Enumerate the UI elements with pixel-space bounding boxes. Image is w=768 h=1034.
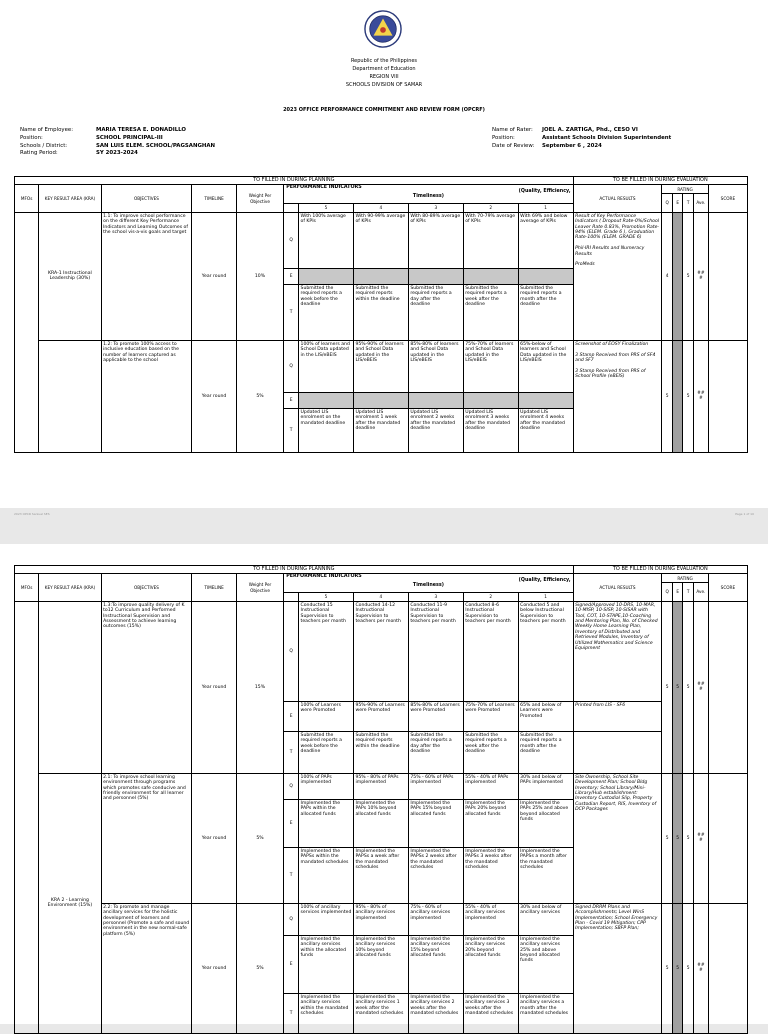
evaluation-header: TO BE FILLED IN DURING EVALUATION — [573, 566, 747, 574]
indicator-cell: 55% - 40% of PAPs implemented — [463, 773, 518, 799]
q-label: Q — [284, 212, 299, 268]
indicator-cell: Updated LIS enrolment 1 week after the mandated deadline — [353, 408, 408, 452]
rating-e-header: E — [672, 194, 683, 212]
mfo-cell — [15, 212, 39, 452]
actual-results: Signed DRRM Plans and Accomplishments; Level WinS Implementation; School Emergency Plan - Covid 19 Mitigation; CPP Implementation; SBFP Plan; — [573, 903, 662, 1033]
rating-period: SY 2023-2024 — [96, 150, 138, 157]
objective-cell: 2.1: To improve school learning environment through programs which promotes safe conducive and friendly environment for all learner and personnel (5%) — [101, 773, 192, 903]
actual-results: Site Ownership, School Site Development Plan; School Bldg Inventory; School Library/Mini-Library/Hub establishment: Inventory Custodial Slip, Property Custodian Report, RIS, Inventory of DCP Packages — [573, 773, 662, 903]
kra-cell: KRA-1 Instructional Leadership (30%) — [39, 212, 101, 340]
indicator-cell: 75% - 60% of PAPs implemented — [408, 773, 463, 799]
indicator-cell: 75%-70% of Learners were Promoted — [463, 701, 518, 731]
rater-name: JOEL A. ZARTIGA, Phd., CESO VI — [542, 127, 638, 133]
employee-info-right — [492, 127, 671, 150]
kra-cell — [39, 340, 101, 452]
indicator-cell: 75%-70% of learners and School Data updated in the LIS/eBEIS — [463, 340, 518, 392]
indicator-cell: Updated LIS enrolment 4 weeks after the mandated deadline — [518, 408, 573, 452]
republic-text: Republic of the Philippines — [350, 58, 418, 64]
timeline-header: TIMELINE — [192, 185, 236, 212]
indicator-cell: 100% of ancillary services implemented — [299, 903, 354, 935]
performance-indicators-header — [284, 185, 573, 204]
rating-ave-header: Ave. — [693, 583, 708, 601]
rating-header: RATING — [662, 185, 708, 194]
indicator-cell-empty — [463, 268, 518, 284]
indicator-cell: With 90-99% average of KPIs — [353, 212, 408, 268]
timeline-header: TIMELINE — [192, 574, 236, 601]
indicator-cell: Conducted 14-12 Instructional Supervision to teachers per month — [353, 601, 408, 701]
indicator-cell: 55% - 40% of ancillary services implemented — [463, 903, 518, 935]
indicator-cell: 100% of PAPs implemented — [299, 773, 354, 799]
rating-t: 5 — [683, 601, 694, 773]
rating-e — [672, 340, 683, 452]
weight-header: Weight Per Objective — [236, 574, 284, 601]
actual-results-header: ACTUAL RESULTS — [573, 574, 662, 601]
objective-cell: 2.2: To promote and manage ancillary services for the holistic development of learners and personnel (Promote a safe and sound environment in the new normal-safe platform (5%) — [101, 903, 192, 1033]
performance-indicators-header — [284, 574, 573, 593]
indicator-cell: Implemented the PAPSs within the mandated schedules — [299, 847, 354, 903]
indicator-cell: Implemented the ancillary services 1 week after the mandated schedules — [353, 993, 408, 1033]
opcr-table-page1 — [14, 176, 748, 453]
kra-header: KEY RESULT AREA (KRA) — [39, 574, 101, 601]
objectives-header: OBJECTIVES — [101, 185, 192, 212]
indicator-cell: Implemented the PAPs 25% and above beyond allocated funds — [518, 799, 573, 847]
rating-ave: ### — [693, 340, 708, 452]
rating-e-header: E — [672, 583, 683, 601]
deped-seal-logo — [364, 10, 402, 48]
mfos-header: MFOs — [15, 574, 39, 601]
indicator-cell: Conducted 15 Instructional Supervision to teachers per month — [299, 601, 354, 701]
objective-cell: 1.3:To improve quality delivery of K to12 Curriculum and Performed Instructional Supervision and Assessment to achieve learning outcomes (15%) — [101, 601, 192, 773]
kra-cell: KRA 2 - Learning Environment (15%) — [39, 773, 101, 1033]
employee-position: SCHOOL PRINCIPAL-III — [96, 134, 163, 141]
t-label: T — [284, 847, 299, 903]
rating-q-header: Q — [662, 583, 673, 601]
e-label: E — [284, 935, 299, 993]
rating-ave-header: Ave. — [693, 194, 708, 212]
indicator-cell: With 69% and below average of KPIs — [518, 212, 573, 268]
form-title: 2023 OFFICE PERFORMANCE COMMITMENT AND REVIEW FORM (OPCRF) — [283, 107, 485, 113]
scale-0: 5 — [299, 204, 354, 212]
scale-1: 4 — [353, 593, 408, 601]
indicator-cell: 95% - 80% of PAPs implemented — [353, 773, 408, 799]
page-1 — [0, 0, 768, 508]
scale-1: 4 — [353, 204, 408, 212]
rating-ave: ### — [693, 773, 708, 903]
page-2 — [0, 544, 768, 1024]
footer-right: Page 1 of 10 — [735, 512, 754, 516]
kra-header: KEY RESULT AREA (KRA) — [39, 185, 101, 212]
q-label: Q — [284, 340, 299, 392]
timeline-cell: Year round — [192, 773, 236, 903]
department-text: Department of Education — [352, 66, 416, 72]
indicator-cell: Conducted 11-9 Instructional Supervision to teachers per month — [408, 601, 463, 701]
score-cell — [708, 601, 747, 773]
indicator-cell: Submitted the required reports within the deadline — [353, 284, 408, 340]
actual-results-e: Printed from LIS - SF6 — [573, 701, 662, 731]
score-header: SCORE — [708, 574, 747, 601]
actual-results-header: ACTUAL RESULTS — [573, 185, 662, 212]
actual-results-q: Signed/Approved 10-DRS, 10-MAR, 10-MISP, 10-SISP, 10-SISAR with Tool, COT, 10-STAPE,10-Coaching and Mentoring Plan, No. of Checked Weekly Home Learning Plan, Inventory of Distributed and Retrieved Modules, Inventory of Utilized Mathematics and Science Equipment — [573, 601, 662, 701]
pi-qet: (Quality, Efficiency, — [518, 189, 571, 195]
indicator-cell: Implemented the PAPs 15% beyond allocated funds — [408, 799, 463, 847]
indicator-cell: Submitted the required reports within the deadline — [353, 731, 408, 773]
indicator-cell-empty — [299, 268, 354, 284]
rating-q: 5 — [662, 773, 673, 903]
employee-info-left — [20, 127, 215, 158]
rating-t: 5 — [683, 212, 694, 340]
indicator-cell: 30% and below of PAPs implemented — [518, 773, 573, 799]
rating-q: 5 — [662, 903, 673, 1033]
indicator-cell-empty — [353, 268, 408, 284]
timeline-cell: Year round — [192, 340, 236, 452]
indicator-cell: With 70-79% average of KPIs — [463, 212, 518, 268]
timeline-cell: Year round — [192, 903, 236, 1033]
scale-4: 1 — [518, 204, 573, 212]
kra-cell — [39, 601, 101, 773]
indicator-cell: Submitted the required reports a week before the deadline — [299, 731, 354, 773]
indicator-cell: Implemented the PAPSs 3 weeks after the mandated schedules — [463, 847, 518, 903]
indicator-cell: Conducted 5 and below Instructional Supervision to teachers per month — [518, 601, 573, 701]
t-label: T — [284, 284, 299, 340]
indicator-cell: 85%-80% of learners and School Data updated in the LIS/eBEIS — [408, 340, 463, 392]
rating-q: 4 — [662, 212, 673, 340]
indicator-cell: 75% - 60% of ancillary services implemented — [408, 903, 463, 935]
scale-3: 2 — [463, 593, 518, 601]
actual-results-t — [573, 731, 662, 773]
rating-t-header: T — [683, 194, 694, 212]
actual-results: Result of Key Performance Indicators ( Dropout Rate-0%/School Leaver Rate 0.83%, Promotion Rate-94% (ELEM. Grade 6 ), Graduation Rate-100% (ELEM. GRADE 6) Phil-IRI Results and Numeracy Results ProMeds — [573, 212, 662, 340]
indicator-cell: With 100% average of KPIs — [299, 212, 354, 268]
score-header: SCORE — [708, 185, 747, 212]
indicator-cell-empty — [408, 392, 463, 408]
position-label: Position: — [20, 134, 43, 141]
mfos-header: MFOs — [15, 185, 39, 212]
page-gap — [0, 508, 768, 544]
weight-header: Weight Per Objective — [236, 185, 284, 212]
indicator-cell: Implemented the PAPSs 2 weeks after the mandated schedules — [408, 847, 463, 903]
indicator-cell: Implemented the ancillary services 25% and above beyond allocated funds — [518, 935, 573, 993]
indicator-cell: Implemented the ancillary services 3 weeks after the mandated schedules — [463, 993, 518, 1033]
t-label: T — [284, 731, 299, 773]
employee-name: MARIA TERESA E. DONADILLO — [96, 127, 186, 133]
rating-e: 5 — [672, 773, 683, 903]
rating-t: 5 — [683, 903, 694, 1033]
indicator-cell: Implemented the PAPs within the allocated funds — [299, 799, 354, 847]
indicator-cell: Updated LIS enrolment on the mandated deadline — [299, 408, 354, 452]
weight-cell: 10% — [236, 212, 284, 340]
indicator-cell: Implemented the PAPs 10% beyond allocated funds — [353, 799, 408, 847]
rater-position-label: Position: — [492, 134, 515, 141]
rater-position: Assistant Schools Division Superintendent — [542, 134, 672, 141]
indicator-cell: Implemented the ancillary services within the mandated schedules — [299, 993, 354, 1033]
scale-4: 1 — [518, 593, 573, 601]
indicator-cell: 100% of Learners were Promoted — [299, 701, 354, 731]
indicator-cell: 85%-80% of Learners were Promoted — [408, 701, 463, 731]
pi-title: PERFORMANCE INDICATORS — [286, 574, 362, 580]
indicator-cell-empty — [518, 268, 573, 284]
indicator-cell: Implemented the PAPs 20% beyond allocated funds — [463, 799, 518, 847]
division-text: SCHOOLS DIVISION OF SAMAR — [345, 82, 423, 88]
name-label: Name of Employee: — [20, 127, 74, 133]
rating-t-header: T — [683, 583, 694, 601]
e-label: E — [284, 392, 299, 408]
indicator-cell: 95%-90% of Learners were Promoted — [353, 701, 408, 731]
score-cell — [708, 212, 747, 340]
review-date-label: Date of Review: — [492, 142, 535, 149]
indicator-cell: Conducted 8-6 Instructional Supervision to teachers per month — [463, 601, 518, 701]
objective-cell: 1.2: To promote 100% access to inclusive education based on the number of learners captured as applicable to the school — [101, 340, 192, 452]
indicator-cell: 100% of learners and School Data updated in the LIS/eBEIS — [299, 340, 354, 392]
e-label: E — [284, 701, 299, 731]
rating-e: 5 — [672, 601, 683, 773]
region-text: REGION VIII — [369, 74, 399, 80]
rating-e: 5 — [672, 903, 683, 1033]
pi-timeliness: Timeliness) — [412, 194, 444, 200]
indicator-cell: Implemented the ancillary services 15% beyond allocated funds — [408, 935, 463, 993]
indicator-cell: Submitted the required reports a week after the deadline — [463, 284, 518, 340]
e-label: E — [284, 799, 299, 847]
indicator-cell: Submitted the required reports a month after the deadline — [518, 284, 573, 340]
timeline-cell: Year round — [192, 212, 236, 340]
indicator-cell: 65% and below of Learners were Promoted — [518, 701, 573, 731]
scale-2: 3 — [408, 593, 463, 601]
indicator-cell: Implemented the PAPSs a month after the mandated schedules — [518, 847, 573, 903]
weight-cell: 5% — [236, 340, 284, 452]
e-label: E — [284, 268, 299, 284]
review-date: September 6 , 2024 — [542, 142, 602, 149]
pi-timeliness: Timeliness) — [412, 583, 444, 589]
scale-0: 5 — [299, 593, 354, 601]
rating-q: 5 — [662, 601, 673, 773]
planning-header: TO FILLED IN DURING PLANNING — [15, 566, 574, 574]
scale-2: 3 — [408, 204, 463, 212]
rating-q-header: Q — [662, 194, 673, 212]
school-label: Schools / District: — [20, 142, 68, 149]
indicator-cell-empty — [518, 392, 573, 408]
pi-qet: (Quality, Efficiency, — [518, 578, 571, 584]
indicator-cell: With 80-89% average of KPIs — [408, 212, 463, 268]
weight-cell: 5% — [236, 773, 284, 903]
q-label: Q — [284, 601, 299, 701]
indicator-cell-empty — [463, 392, 518, 408]
indicator-cell: Implemented the ancillary services 2 weeks after the mandated schedules — [408, 993, 463, 1033]
objectives-header: OBJECTIVES — [101, 574, 192, 601]
timeline-cell: Year round — [192, 601, 236, 773]
indicator-cell: 65%-below of learners and School Data updated in the LIS/eBEIS — [518, 340, 573, 392]
footer-left: 2023 OPCR Sanluel SES — [14, 512, 50, 516]
opcr-table-page2 — [14, 565, 748, 1034]
indicator-cell: 95%-90% of learners and School Data updated in the LIS/eBEIS — [353, 340, 408, 392]
actual-results: Screenshot of EOSY Finalization 3 Stamp Received from PRS of SF4 and SF7 3 Stamp Received from PRS of School Profile (eBEIS) — [573, 340, 662, 452]
objective-cell: 1.1: To improve school performance on the different Key Performance Indicators and Learning Outcomes of the school vis-a-vis goals and target — [101, 212, 192, 340]
t-label: T — [284, 993, 299, 1033]
t-label: T — [284, 408, 299, 452]
indicator-cell: Submitted the required reports a day after the deadline — [408, 284, 463, 340]
score-cell — [708, 340, 747, 452]
q-label: Q — [284, 903, 299, 935]
rater-label: Name of Rater: — [492, 127, 533, 133]
pi-title: PERFORMANCE INDICATORS — [286, 185, 362, 191]
period-label: Rating Period: — [20, 150, 58, 157]
rating-t: 5 — [683, 773, 694, 903]
q-label: Q — [284, 773, 299, 799]
indicator-cell: Implemented the ancillary services 10% beyond allocated funds — [353, 935, 408, 993]
indicator-cell: Submitted the required reports a month after the deadline — [518, 731, 573, 773]
rating-t: 5 — [683, 340, 694, 452]
scale-3: 2 — [463, 204, 518, 212]
score-cell — [708, 773, 747, 903]
score-cell — [708, 903, 747, 1033]
planning-header: TO FILLED IN DURING PLANNING — [15, 177, 574, 185]
weight-cell: 15% — [236, 601, 284, 773]
indicator-cell: Implemented the ancillary services within the allocated funds — [299, 935, 354, 993]
indicator-cell: Submitted the required reports a week after the deadline — [463, 731, 518, 773]
indicator-cell: Submitted the required reports a day after the deadline — [408, 731, 463, 773]
indicator-cell-empty — [408, 268, 463, 284]
rating-ave: ### — [693, 212, 708, 340]
rating-q: 5 — [662, 340, 673, 452]
indicator-cell: Implemented the PAPSs a week after the mandated schedules — [353, 847, 408, 903]
indicator-cell-empty — [353, 392, 408, 408]
indicator-cell: 95% - 80% of ancillary services implemented — [353, 903, 408, 935]
mfo-cell — [15, 601, 39, 1033]
indicator-cell: Updated LIS enrolment 3 weeks after the mandated deadline — [463, 408, 518, 452]
indicator-cell: Submitted the required reports a week before the deadline — [299, 284, 354, 340]
employee-school: SAN LUIS ELEM. SCHOOL/PAGSANGHAN — [96, 142, 216, 149]
rating-ave: ### — [693, 903, 708, 1033]
indicator-cell: 30% and below of ancillary services — [518, 903, 573, 935]
rating-e — [672, 212, 683, 340]
indicator-cell: Implemented the ancillary services 20% beyond allocated funds — [463, 935, 518, 993]
rating-header: RATING — [662, 574, 708, 583]
indicator-cell-empty — [299, 392, 354, 408]
indicator-cell: Updated LIS enrolment 2 weeks after the mandated deadline — [408, 408, 463, 452]
indicator-cell: Implemented the ancillary services a month after the mandated schedules — [518, 993, 573, 1033]
rating-ave: ### — [693, 601, 708, 773]
weight-cell: 5% — [236, 903, 284, 1033]
evaluation-header: TO BE FILLED IN DURING EVALUATION — [573, 177, 747, 185]
